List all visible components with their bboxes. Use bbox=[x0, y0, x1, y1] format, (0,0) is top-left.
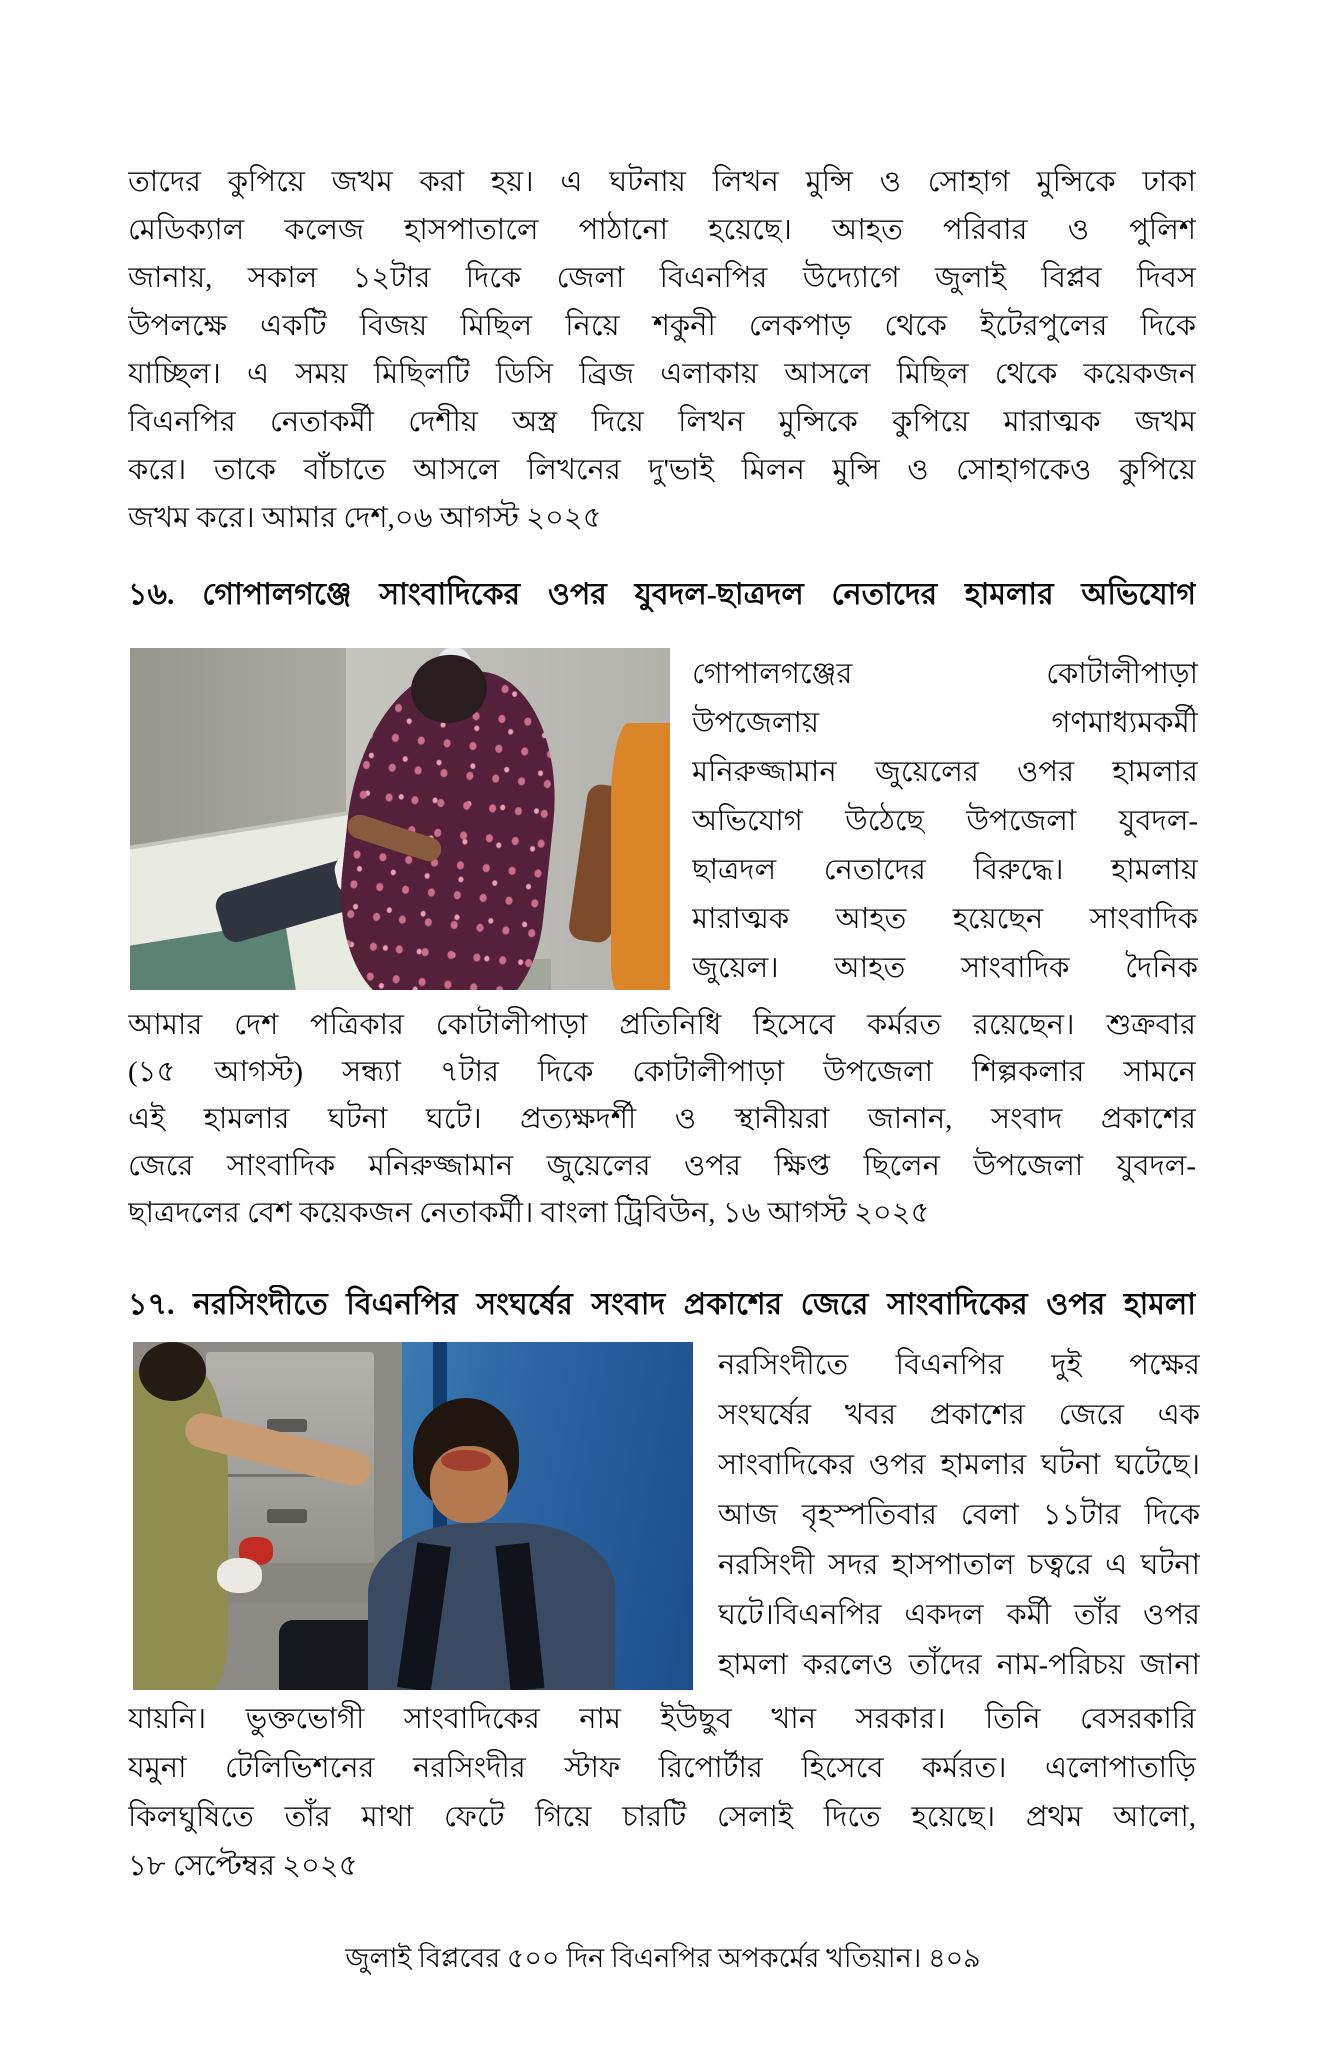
text-line: জুয়েল। আহত সাংবাদিক দৈনিক bbox=[692, 952, 1198, 984]
section-16-heading: ১৬. গোপালগঞ্জে সাংবাদিকের ওপর যুবদল-ছাত্রদল নেতাদের হামলার অভিযোগ bbox=[128, 578, 1196, 611]
photo-cabinet-handle bbox=[267, 1509, 306, 1523]
text-line: (১৫ আগস্ট) সন্ধ্যা ৭টার দিকে কোটালীপাড়া উপজেলা শিল্পকলার সামনে bbox=[128, 1056, 1196, 1088]
text-line: যাচ্ছিল। এ সময় মিছিলটি ডিসি ব্রিজ এলাকায় আসলে মিছিল থেকে কয়েকজন bbox=[128, 358, 1196, 390]
text-line: সাংবাদিকের ওপর হামলার ঘটনা ঘটেছে। bbox=[718, 1449, 1200, 1481]
text-line: মনিরুজ্জামান জুয়েলের ওপর হামলার bbox=[692, 756, 1198, 788]
text-line: উপজেলায় গণমাধ্যমকর্মী bbox=[692, 707, 1198, 739]
text-line: আজ বৃহস্পতিবার বেলা ১১টার দিকে bbox=[718, 1499, 1200, 1531]
text-line: উপলক্ষে একটি বিজয় মিছিল নিয়ে শকুনী লেকপাড় থেকে ইটেরপুলের দিকে bbox=[128, 310, 1196, 342]
text-line: তাদের কুপিয়ে জখম করা হয়। এ ঘটনায় লিখন মুন্সি ও সোহাগ মুন্সিকে ঢাকা bbox=[128, 166, 1196, 198]
text-line: সংঘর্ষের খবর প্রকাশের জেরে এক bbox=[718, 1399, 1200, 1431]
text-line: জেরে সাংবাদিক মনিরুজ্জামান জুয়েলের ওপর ক্ষিপ্ত ছিলেন উপজেলা যুবদল- bbox=[128, 1150, 1196, 1182]
text-line: হামলা করলেও তাঁদের নাম-পরিচয় জানা bbox=[718, 1649, 1200, 1681]
text-line: যমুনা টেলিভিশনের নরসিংদীর স্টাফ রিপোর্টার হিসেবে কর্মরত। এলোপাতাড়ি bbox=[128, 1752, 1196, 1784]
section-16-body bbox=[128, 1002, 1196, 1237]
photo-cotton-cloth bbox=[217, 1558, 262, 1593]
text-line: কিলঘুষিতে তাঁর মাথা ফেটে গিয়ে চারটি সেলাই দিতে হয়েছে। প্রথম আলো, bbox=[128, 1801, 1196, 1833]
photo-bystander-orange-shirt bbox=[611, 723, 670, 990]
text-line: অভিযোগ উঠেছে উপজেলা যুবদল- bbox=[692, 805, 1198, 837]
section-17-photo-side-text bbox=[718, 1340, 1200, 1690]
page-footer: জুলাই বিপ্লবের ৫০০ দিন বিএনপির অপকর্মের খতিয়ান। ৪০৯ bbox=[345, 1943, 981, 1973]
text-line: এই হামলার ঘটনা ঘটে। প্রত্যক্ষদর্শী ও স্থানীয়রা জানান, সংবাদ প্রকাশের bbox=[128, 1103, 1196, 1135]
text-line: ঘটে।বিএনপির একদল কর্মী তাঁর ওপর bbox=[718, 1599, 1200, 1631]
text-line: মেডিক্যাল কলেজ হাসপাতালে পাঠানো হয়েছে। আহত পরিবার ও পুলিশ bbox=[128, 214, 1196, 246]
text-line: ছাত্রদল নেতাদের বিরুদ্ধে। হামলায় bbox=[692, 854, 1198, 886]
intro-paragraph bbox=[128, 158, 1196, 542]
section-17-heading: ১৭. নরসিংদীতে বিএনপির সংঘর্ষের সংবাদ প্রকাশের জেরে সাংবাদিকের ওপর হামলা bbox=[128, 1288, 1196, 1321]
section-17-body bbox=[128, 1695, 1196, 1891]
text-line: যায়নি। ভুক্তভোগী সাংবাদিকের নাম ইউছুব খান সরকার। তিনি বেসরকারি bbox=[128, 1703, 1196, 1735]
text-line: মারাত্মক আহত হয়েছেন সাংবাদিক bbox=[692, 903, 1198, 935]
section-17-news-photo bbox=[133, 1342, 693, 1690]
text-line-source-date: ১৮ সেপ্টেম্বর ২০২৫ bbox=[128, 1850, 358, 1882]
text-line: বিএনপির নেতাকর্মী দেশীয় অস্ত্র দিয়ে লিখন মুন্সিকে কুপিয়ে মারাত্মক জখম bbox=[128, 406, 1196, 438]
section-16-photo-side-text bbox=[692, 650, 1198, 993]
text-line-source-date: জখম করে। আমার দেশ,০৬ আগস্ট ২০২৫ bbox=[128, 502, 602, 534]
section-16-news-photo bbox=[130, 648, 670, 990]
text-line: নরসিংদী সদর হাসপাতাল চত্বরে এ ঘটনা bbox=[718, 1549, 1200, 1581]
text-line: গোপালগঞ্জের কোটালীপাড়া bbox=[692, 658, 1198, 690]
text-line: করে। তাকে বাঁচাতে আসলে লিখনের দু'ভাই মিলন মুন্সি ও সোহাগকেও কুপিয়ে bbox=[128, 454, 1196, 486]
text-line: জানায়, সকাল ১২টার দিকে জেলা বিএনপির উদ্যোগে জুলাই বিপ্লব দিবস bbox=[128, 262, 1196, 294]
text-line: নরসিংদীতে বিএনপির দুই পক্ষের bbox=[718, 1349, 1200, 1381]
photo-forehead-injury bbox=[441, 1450, 491, 1471]
text-line-source-date: ছাত্রদলের বেশ কয়েকজন নেতাকর্মী। বাংলা ট্রিবিউন, ১৬ আগস্ট ২০২৫ bbox=[128, 1197, 930, 1229]
photo-helper-head bbox=[139, 1342, 206, 1401]
text-line: আমার দেশ পত্রিকার কোটালীপাড়া প্রতিনিধি হিসেবে কর্মরত রয়েছেন। শুক্রবার bbox=[128, 1009, 1196, 1041]
